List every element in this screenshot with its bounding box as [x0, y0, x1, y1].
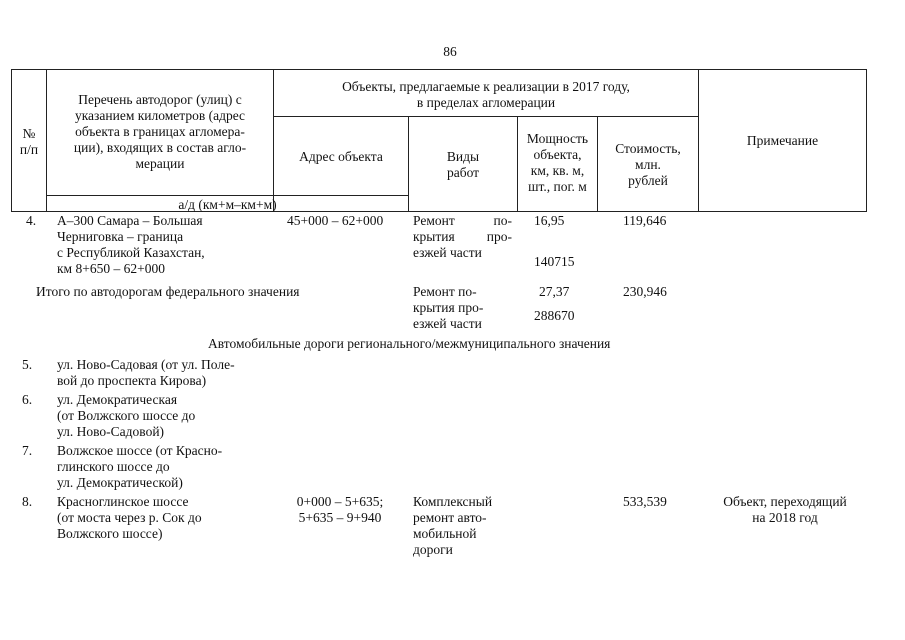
- row-number: 4.: [26, 213, 37, 228]
- road-name: А–300 Самара – Большая Черниговка – граница с Республикой Казахстан, км 8+650 – 62+000: [57, 213, 205, 276]
- header-address: Адрес объекта: [299, 149, 383, 164]
- capacity-km: 16,95: [534, 213, 565, 228]
- object-address: 0+000 – 5+635; 5+635 – 9+940: [296, 494, 384, 525]
- federal-total-label: Итого по автодорогам федерального значения: [36, 284, 300, 299]
- cost-value: 230,946: [623, 284, 667, 299]
- header-cost: Стоимость, млн. рублей: [615, 141, 681, 188]
- header-num: № п/п: [19, 126, 39, 157]
- header-road-list: Перечень автодорог (улиц) с указанием километров (адрес объекта в границах агломера- ции), входящих в состав агло- мерации: [73, 92, 247, 171]
- work-type: Комплексный ремонт авто- мобильной дороги: [413, 494, 493, 557]
- cost-value: 533,539: [623, 494, 667, 509]
- section-title: Автомобильные дороги регионального/межмуниципального значения: [208, 336, 611, 351]
- road-name: ул. Демократическая (от Волжского шоссе до ул. Ново-Садовой): [57, 392, 196, 439]
- header-work-type: Виды работ: [446, 149, 480, 180]
- capacity-sqm: 140715: [534, 254, 575, 269]
- road-name: Волжское шоссе (от Красно- глинского шоссе до ул. Демократической): [57, 443, 223, 490]
- header-note: Примечание: [746, 133, 819, 148]
- road-name: Красноглинское шоссе (от моста через р. Сок до Волжского шоссе): [57, 494, 202, 541]
- cost-value: 119,646: [623, 213, 667, 228]
- page-number: 86: [443, 44, 457, 59]
- work-type: Ремонт по- крытия про- езжей части: [413, 213, 512, 260]
- capacity-sqm: 288670: [534, 308, 575, 323]
- row-number: 6.: [22, 392, 33, 407]
- row-number: 8.: [22, 494, 33, 509]
- row-number: 5.: [22, 357, 33, 372]
- note: Объект, переходящий на 2018 год: [723, 494, 847, 525]
- work-type: Ремонт по- крытия про- езжей части: [413, 284, 484, 331]
- row-number: 7.: [22, 443, 33, 458]
- capacity-km: 27,37: [539, 284, 570, 299]
- header-objects-group: Объекты, предлагаемые к реализации в 2017 году, в пределах агломерации: [342, 79, 630, 110]
- header-capacity: Мощность объекта, км, кв. м, шт., пог. м: [526, 131, 589, 194]
- object-address: 45+000 – 62+000: [287, 213, 384, 228]
- header-road-list-sub: а/д (км+м–км+м): [178, 197, 277, 212]
- road-name: ул. Ново-Садовая (от ул. Поле- вой до проспекта Кирова): [57, 357, 235, 388]
